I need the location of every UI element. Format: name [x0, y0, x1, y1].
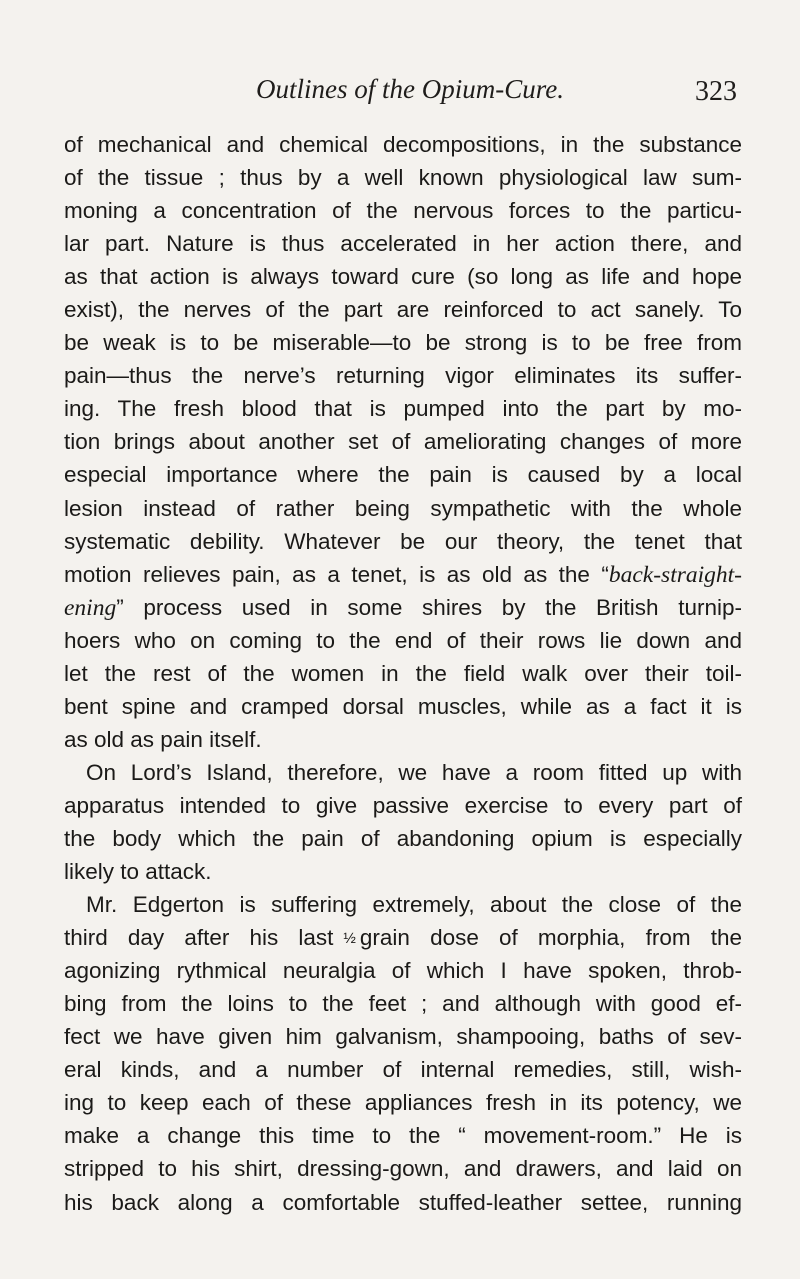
- text-line: [64, 591, 742, 624]
- text-line: of the tissue ; thus by a well known physiological law sum-: [64, 165, 742, 191]
- text-line: exist), the nerves of the part are reinforced to act sanely. To: [64, 297, 742, 323]
- text-run: third day after his last: [64, 925, 334, 951]
- text-line: let the rest of the women in the field walk over their toil-: [64, 660, 742, 686]
- text-line: On Lord’s Island, therefore, we have a room fitted up with: [86, 759, 742, 785]
- text-line: moning a concentration of the nervous forces to the particu-: [64, 198, 742, 224]
- text-line: as old as pain itself.: [64, 726, 262, 752]
- text-line: the body which the pain of abandoning opium is especially: [64, 825, 742, 851]
- text-line: especial importance where the pain is caused by a local: [64, 462, 742, 488]
- text-run: motion relieves pain, as a tenet, is as old as the “: [64, 561, 609, 587]
- text-line: make a change this time to the “ movement-room.” He is: [64, 1123, 742, 1149]
- page-number: 323: [695, 76, 737, 107]
- running-title: Outlines of the Opium-Cure.: [256, 74, 564, 104]
- text-line: systematic debility. Whatever be our theory, the tenet that: [64, 528, 742, 554]
- text-line: [64, 921, 742, 954]
- text-run: grain dose of morphia, from the: [359, 925, 742, 951]
- fraction: ½: [343, 930, 356, 948]
- text-line: pain—thus the nerve’s returning vigor eliminates its suffer-: [64, 363, 742, 389]
- text-line: be weak is to be miserable—to be strong is to be free from: [64, 330, 742, 356]
- text-line: likely to attack.: [64, 859, 212, 885]
- text-line: Mr. Edgerton is suffering extremely, about the close of the: [86, 892, 742, 918]
- text-line: bent spine and cramped dorsal muscles, while as a fact it is: [64, 693, 742, 719]
- text-line: hoers who on coming to the end of their rows lie down and: [64, 627, 742, 653]
- text-line: stripped to his shirt, dressing-gown, and drawers, and laid on: [64, 1156, 742, 1182]
- text-run: ” process used in some shires by the British turnip-: [116, 594, 742, 620]
- body-text: [64, 128, 742, 1219]
- text-line: ing. The fresh blood that is pumped into the part by mo-: [64, 396, 742, 422]
- text-line: agonizing rythmical neuralgia of which I have spoken, throb-: [64, 958, 742, 984]
- text-line: as that action is always toward cure (so long as life and hope: [64, 264, 742, 290]
- text-line: his back along a comfortable stuffed-leather settee, running: [64, 1189, 742, 1215]
- text-line: eral kinds, and a number of internal remedies, still, wish-: [64, 1057, 742, 1083]
- text-line: of mechanical and chemical decompositions, in the substance: [64, 132, 742, 157]
- italic-term: back-straight-: [608, 561, 742, 588]
- text-line: fect we have given him galvanism, shampooing, baths of sev-: [64, 1024, 742, 1050]
- text-line: lesion instead of rather being sympathetic with the whole: [64, 495, 742, 521]
- text-line: apparatus intended to give passive exercise to every part of: [64, 792, 742, 818]
- text-line: [64, 558, 742, 591]
- italic-term: ening: [64, 594, 117, 621]
- text-line: bing from the loins to the feet ; and although with good ef-: [64, 991, 742, 1017]
- text-line: tion brings about another set of ameliorating changes of more: [64, 429, 742, 455]
- text-line: ing to keep each of these appliances fresh in its potency, we: [64, 1090, 742, 1116]
- text-line: lar part. Nature is thus accelerated in her action there, and: [64, 231, 742, 257]
- running-head: [0, 74, 800, 114]
